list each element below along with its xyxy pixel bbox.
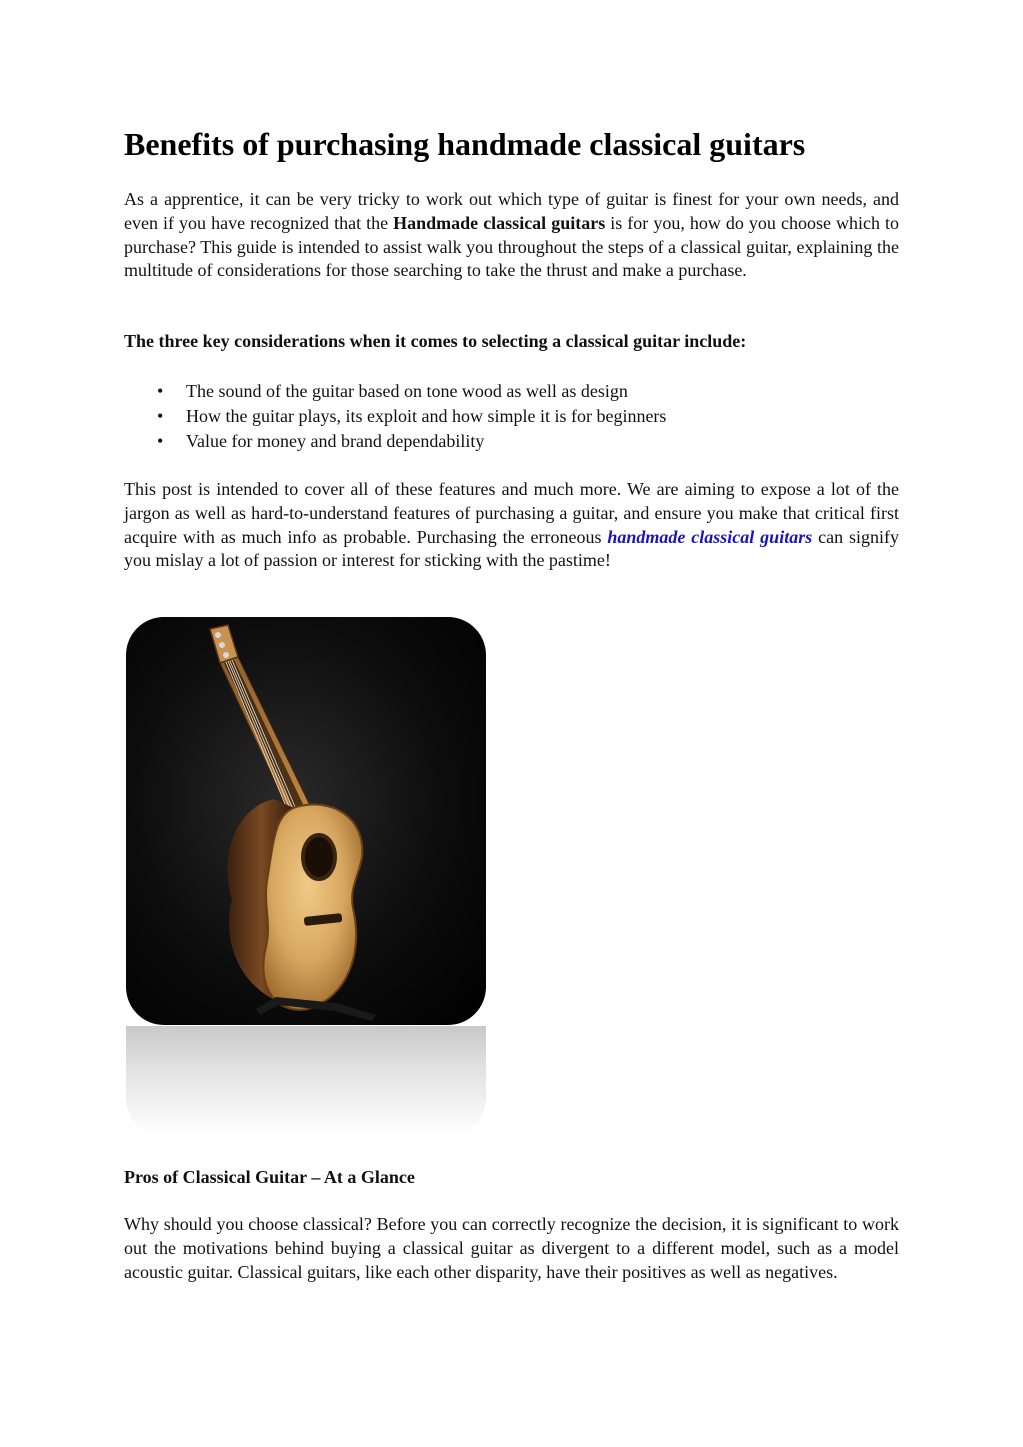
pros-paragraph: Why should you choose classical? Before you can correctly recognize the decision, it is significant to work out the motivations behind buying a classical guitar as divergent to a different model, such as a model acoustic guitar. Classical guitars, like each other disparity, have their positives as well as negatives. [124, 1214, 899, 1282]
guitar-photo [126, 617, 486, 1025]
intro-paragraph [124, 188, 899, 283]
post-paragraph [124, 478, 899, 573]
list-item: • The sound of the guitar based on tone wood as well as design [124, 379, 899, 404]
list-item: • Value for money and brand dependability [124, 429, 899, 454]
page-title: Benefits of purchasing handmade classical guitars [124, 126, 806, 162]
pros-heading: Pros of Classical Guitar – At a Glance [124, 1167, 415, 1187]
post-text-2: can signify you mislay a lot of passion or interest for sticking with the pastime! [124, 526, 899, 571]
intro-text-2: is for you, how do you choose which to purchase? This guide is intended to assist walk you throughout the steps of a classical guitar, explaining the multitude of considerations for those searching to take the thrust and make a purchase. [124, 212, 899, 281]
intro-text-1: As a apprentice, it can be very tricky to work out which type of guitar is finest for your own needs, and even if you have recognized that the [124, 189, 899, 233]
intro-bold-keyword: Handmade classical guitars [393, 212, 606, 233]
considerations-heading: The three key considerations when it comes to selecting a classical guitar include: [124, 331, 747, 351]
guitar-photo-reflection [126, 1026, 486, 1136]
guitar-icon [126, 617, 486, 1025]
list-item: • How the guitar plays, its exploit and how simple it is for beginners [124, 404, 899, 429]
handmade-guitars-link[interactable]: handmade classical guitars [607, 526, 813, 547]
considerations-list [124, 379, 899, 454]
post-text-1: This post is intended to cover all of these features and much more. We are aiming to expose a lot of the jargon as well as hard-to-understand features of purchasing a guitar, and ensure you make that critical first acquire with as much info as probable. Purchasing the erroneous [124, 479, 899, 547]
